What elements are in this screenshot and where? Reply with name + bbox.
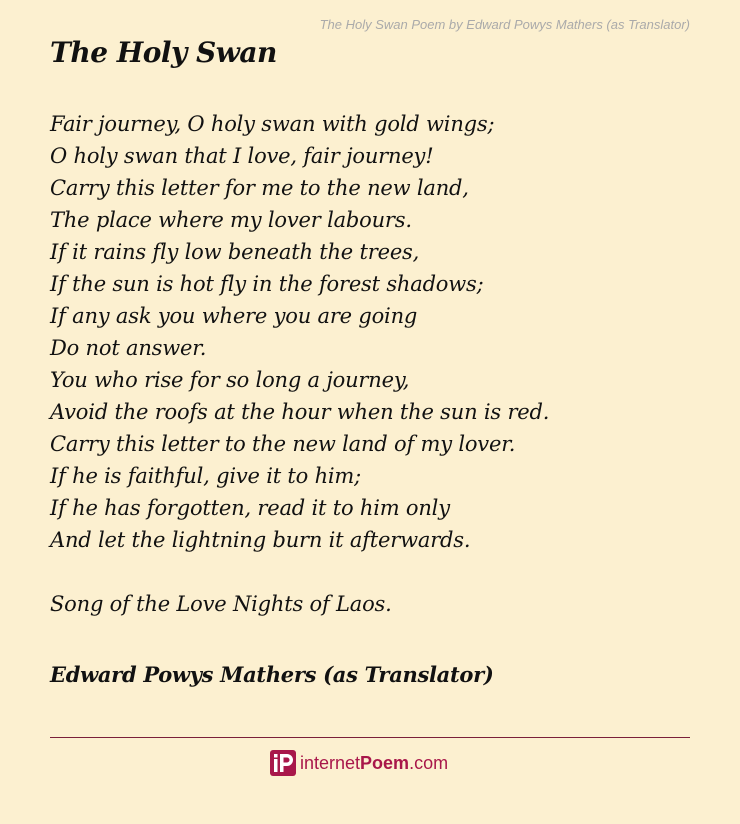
poem-line: Fair journey, O holy swan with gold wings; <box>50 112 495 136</box>
poem-line: If he is faithful, give it to him; <box>50 464 362 488</box>
logo-suffix: .com <box>409 752 449 773</box>
poem-note: Song of the Love Nights of Laos. <box>50 592 392 616</box>
internetpoem-logo-icon <box>270 750 296 776</box>
poem-line: Carry this letter for me to the new land, <box>50 176 469 200</box>
logo-brand: Poem <box>360 752 410 773</box>
poem-body <box>50 108 690 620</box>
poem-author[interactable]: Edward Powys Mathers (as Translator) <box>50 662 494 687</box>
poem-line: You who rise for so long a journey, <box>50 368 410 392</box>
poem-line: Avoid the roofs at the hour when the sun is red. <box>50 400 550 424</box>
poem-line: If any ask you where you are going <box>50 304 418 328</box>
poem-line: O holy swan that I love, fair journey! <box>50 144 434 168</box>
stanza-gap <box>50 556 690 588</box>
poem-line: Carry this letter to the new land of my lover. <box>50 432 516 456</box>
site-logo-text <box>300 753 448 774</box>
poem-title: The Holy Swan <box>50 36 277 69</box>
poem-line: If it rains fly low beneath the trees, <box>50 240 420 264</box>
site-logo-link[interactable] <box>270 750 448 776</box>
page-caption: The Holy Swan Poem by Edward Powys Mathers (as Translator) <box>319 17 690 32</box>
footer-divider <box>50 737 690 738</box>
logo-prefix: internet <box>300 752 361 773</box>
poem-line: Do not answer. <box>50 336 207 360</box>
poem-line: If he has forgotten, read it to him only <box>50 496 450 520</box>
poem-line: If the sun is hot fly in the forest shadows; <box>50 272 484 296</box>
poem-line: And let the lightning burn it afterwards. <box>50 528 471 552</box>
poem-line: The place where my lover labours. <box>50 208 412 232</box>
